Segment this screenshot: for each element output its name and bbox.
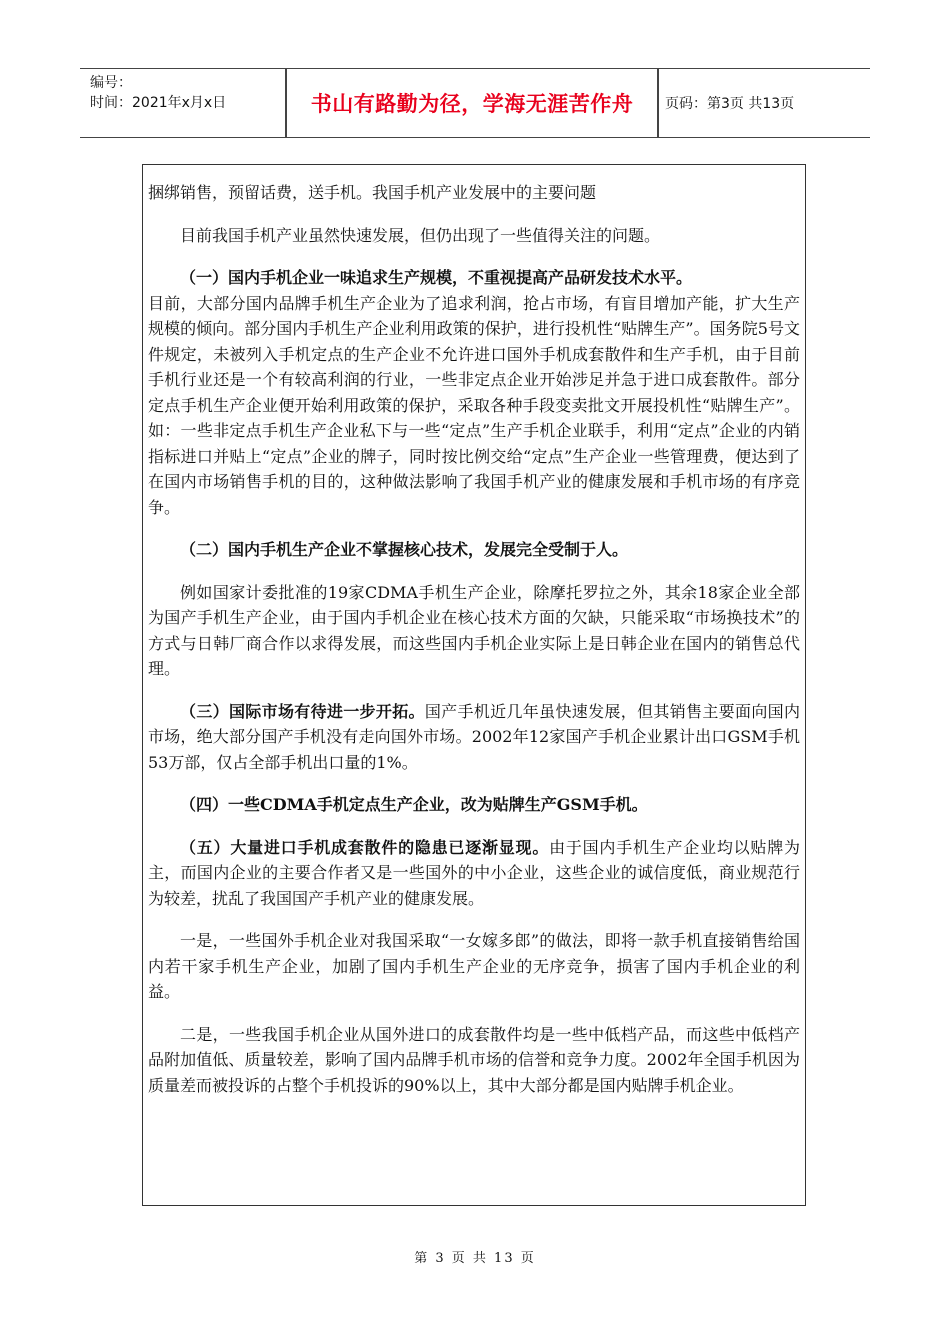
- paragraph-text: 例如国家计委批准的19家CDMA手机生产企业，除摩托罗拉之外，其余18家企业全部为国产手机生产企业，由于国内手机企业在核心技术方面的欠缺，只能采取“市场换技术”的方式与日韩厂商合作以求得发展，而这些国内手机企业实际上是日韩企业在国内的销售总代理。: [148, 582, 800, 678]
- paragraph-text: 目前我国手机产业虽然快速发展，但仍出现了一些值得关注的问题。: [180, 225, 661, 245]
- paragraph: [148, 580, 800, 682]
- paragraph-text: 目前，大部分国内品牌手机生产企业为了追求利润，抢占市场，有盲目增加产能，扩大生产规模的倾向。部分国内手机生产企业利用政策的保护，进行投机性“贴牌生产”。国务院5号文件规定，未被列入手机定点的生产企业不允许进口国外手机成套散件和生产手机，由于目前手机行业还是一个有较高利润的行业，一些非定点企业开始涉足并急于进口成套散件。部分定点手机生产企业便开始利用政策的保护，采取各种手段变卖批文开展投机性“贴牌生产”。如：一些非定点手机生产企业私下与一些“定点”生产手机企业联手，利用“定点”企业的内销指标进口并贴上“定点”企业的牌子，同时按比例交给“定点”生产企业一些管理费，便达到了在国内市场销售手机的目的，这种做法影响了我国手机产业的健康发展和手机市场的有序竞争。: [148, 293, 800, 517]
- paragraph: [148, 1022, 800, 1099]
- document-number-label: 编号：: [90, 75, 132, 91]
- header-divider: [657, 69, 659, 137]
- paragraph-text: 由于国内手机生产企业均以贴牌为主，而国内企业的主要合作者又是一些国外的中小企业，这些企业的诚信度低，商业规范行为较差，扰乱了我国国产手机产业的健康发展。: [148, 837, 800, 908]
- paragraph: [148, 699, 800, 776]
- heading-text: （三）国际市场有待进一步开拓。: [180, 701, 425, 721]
- paragraph: [148, 180, 800, 206]
- document-time: 时间：2021年x月x日: [90, 95, 227, 111]
- header-page-code: 页码：第3页 共13页: [665, 96, 795, 112]
- heading-text: （一）国内手机企业一味追求生产规模，不重视提高产品研发技术水平。: [180, 268, 693, 287]
- paragraph: [148, 291, 800, 521]
- section-heading: [148, 792, 800, 818]
- paragraph-text: 一是，一些国外手机企业对我国采取“一女嫁多郎”的做法，即将一款手机直接销售给国内若干家手机生产企业，加剧了国内手机生产企业的无序竞争，损害了国内手机企业的利益。: [148, 931, 800, 1001]
- heading-text: （四）一些CDMA手机定点生产企业，改为贴牌生产GSM手机。: [180, 795, 648, 814]
- document-body: [148, 180, 800, 1115]
- section-heading: [148, 265, 800, 291]
- paragraph-text: 国产手机近几年虽快速发展，但其销售主要面向国内市场，绝大部分国产手机没有走向国外市场。2002年12家国产手机企业累计出口GSM手机53万部，仅占全部手机出口量的1%。: [148, 701, 800, 772]
- paragraph-text: 二是，一些我国手机企业从国外进口的成套散件均是一些中低档产品，而这些中低档产品附加值低、质量较差，影响了国内品牌手机市场的信誉和竞争力度。2002年全国手机因为质量差而被投诉的占整个手机投诉的90%以上，其中大部分都是国内贴牌手机企业。: [148, 1024, 800, 1095]
- paragraph-text: 捆绑销售，预留话费，送手机。我国手机产业发展中的主要问题: [148, 183, 597, 202]
- paragraph: [148, 928, 800, 1005]
- header-motto: 书山有路勤为径，学海无涯苦作舟: [310, 92, 634, 116]
- section-heading: [148, 537, 800, 563]
- header-meta: [80, 69, 285, 137]
- paragraph: [148, 835, 800, 912]
- page-header: [80, 68, 870, 138]
- paragraph: [148, 223, 800, 249]
- heading-text: （五）大量进口手机成套散件的隐患已逐渐显现。: [180, 837, 550, 857]
- heading-text: （二）国内手机生产企业不掌握核心技术，发展完全受制于人。: [180, 540, 629, 559]
- page-footer: 第 3 页 共 13 页: [414, 1251, 536, 1266]
